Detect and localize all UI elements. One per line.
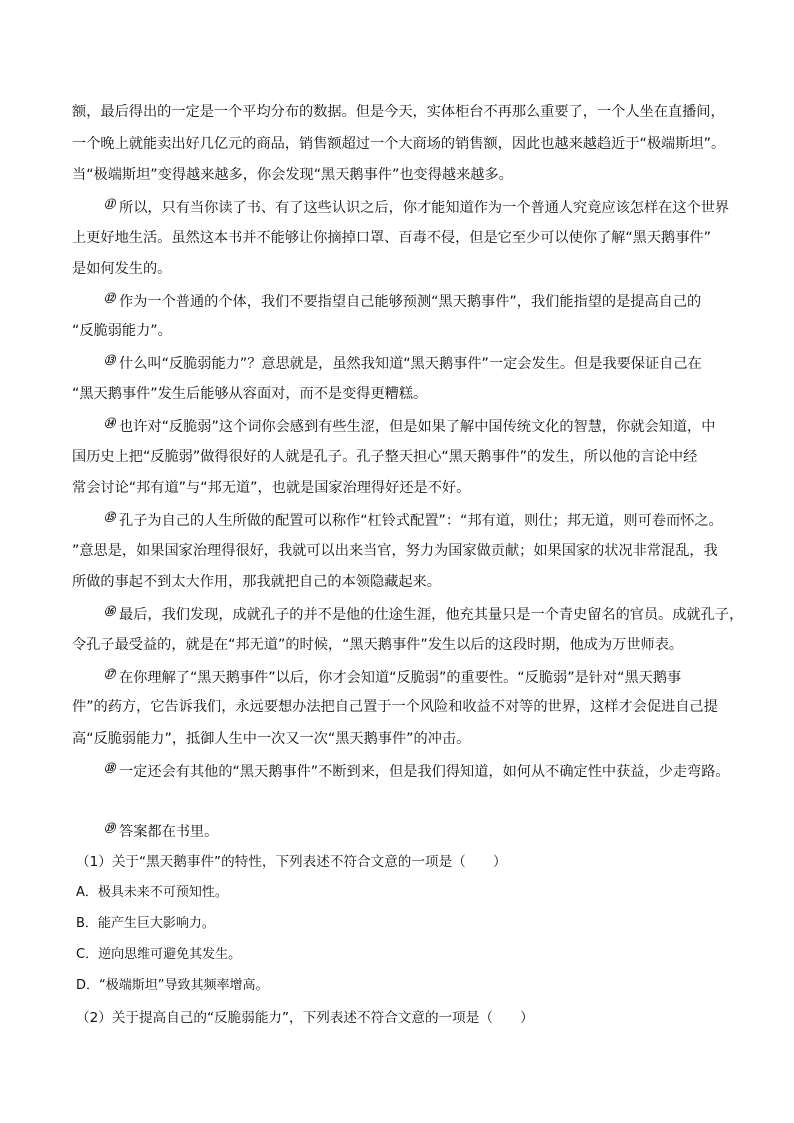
- paragraph-18-first-line: [100, 760, 730, 782]
- paragraph-number: ⑮: [104, 511, 114, 524]
- paragraph-13-first-line: [100, 352, 702, 374]
- text-line: 是如何发生的。: [72, 261, 172, 277]
- text-line: 所以，只有当你读了书、有了这些认识之后，你才能知道作为一个普通人究竟应该怎样在这个世界: [119, 200, 730, 216]
- text-line: 一个晚上就能卖出好几亿元的商品，销售额超过一个大商场的销售额，因此也越来越趋近于“极端斯坦”。: [72, 136, 726, 152]
- text-line: 什么叫“反脆弱能力”？意思就是，虽然我知道“黑天鹅事件”一定会发生。但是我要保证自己在: [119, 356, 702, 372]
- text-line: 高“反脆弱能力”，抵御人生中一次又一次“黑天鹅事件”的冲击。: [72, 731, 471, 747]
- text-line: 也许对“反脆弱”这个词你会感到有些生涩，但是如果了解中国传统文化的智慧，你就会知道，中: [119, 419, 716, 435]
- paragraph-number: ⑫: [104, 292, 114, 305]
- paragraph-number: ⑱: [104, 762, 114, 775]
- paragraph-11-first-line: [100, 196, 729, 218]
- paragraph-12-first-line: [100, 290, 701, 312]
- question-1-option-a: A．极具未来不可预知性。: [76, 885, 228, 900]
- text-line: 件”的药方，它告诉我们，永远要想办法把自己置于一个风险和收益不对等的世界，这样才会促进自己提: [72, 699, 718, 715]
- text-line: 一定还会有其他的“黑天鹅事件”不断到来，但是我们得知道，如何从不确定性中获益，少走弯路。: [119, 764, 730, 780]
- paragraph-19-first-line: [100, 820, 218, 842]
- text-line: 当“极端斯坦”变得越来越多，你会发现“黑天鹅事件”也变得越来越多。: [72, 167, 513, 183]
- paragraph-17-first-line: [100, 666, 681, 688]
- paragraph-number: ⑬: [104, 354, 114, 367]
- text-line: 最后，我们发现，成就孔子的并不是他的仕途生涯，他充其量只是一个青史留名的官员。成就孔子，: [119, 607, 744, 623]
- text-line: 孔子为自己的人生所做的配置可以称作“杠铃式配置”：“邦有道，则仕；邦无道，则可卷而怀之。: [119, 513, 723, 529]
- question-1-option-b: B．能产生巨大影响力。: [76, 916, 215, 931]
- text-line: 答案都在书里。: [119, 824, 219, 840]
- text-line: 令孔子最受益的，就是在“邦无道”的时候，“黑天鹅事件”发生以后的这段时期，他成为万世师表。: [72, 637, 684, 653]
- paragraph-number: ⑰: [104, 668, 114, 681]
- text-line: 额，最后得出的一定是一个平均分布的数据。但是今天，实体柜台不再那么重要了，一个人坐在直播间，: [72, 104, 725, 120]
- paragraph-14-first-line: [100, 415, 715, 437]
- text-line: “黑天鹅事件”发生后能够从容面对，而不是变得更糟糕。: [72, 386, 428, 402]
- question-1-option-c: C．逆向思维可避免其发生。: [76, 947, 242, 962]
- text-line: 在你理解了“黑天鹅事件”以后，你才会知道“反脆弱”的重要性。“反脆弱”是针对“黑天鹅事: [119, 670, 682, 686]
- paragraph-number: ⑲: [104, 822, 114, 835]
- text-line: “反脆弱能力”。: [72, 323, 172, 339]
- text-line: 国历史上把“反脆弱”做得很好的人就是孔子。孔子整天担心“黑天鹅事件”的发生，所以他的言论中经: [72, 449, 698, 465]
- paragraph-16-first-line: [100, 603, 743, 625]
- question-1-stem: （1）关于“黑天鹅事件”的特性，下列表述不符合文意的一项是（ ）: [76, 854, 507, 870]
- paragraph-number: ⑪: [104, 198, 114, 211]
- paragraph-number: ⑯: [104, 605, 114, 618]
- question-2-stem: （2）关于提高自己的“反脆弱能力”，下列表述不符合文意的一项是（ ）: [76, 1010, 534, 1026]
- text-line: 作为一个普通的个体，我们不要指望自己能够预测“黑天鹅事件”，我们能指望的是提高自己的: [119, 294, 702, 310]
- question-1-option-d: D．“极端斯坦”导致其频率增高。: [76, 978, 269, 993]
- text-line: 所做的事起不到太大作用，那我就把自己的本领隐藏起来。: [72, 574, 441, 590]
- paragraph-number: ⑭: [104, 417, 114, 430]
- text-line: 常会讨论“邦有道”与“邦无道”，也就是国家治理得好还是不好。: [72, 480, 471, 496]
- text-line: 上更好地生活。虽然这本书并不能够让你摘掉口罩、百毒不侵，但是它至少可以使你了解“黑天鹅事件”: [72, 230, 711, 246]
- paragraph-15-first-line: [100, 509, 723, 531]
- text-line: ”意思是，如果国家治理得很好，我就可以出来当官，努力为国家做贡献；如果国家的状况非常混乱，我: [72, 543, 718, 559]
